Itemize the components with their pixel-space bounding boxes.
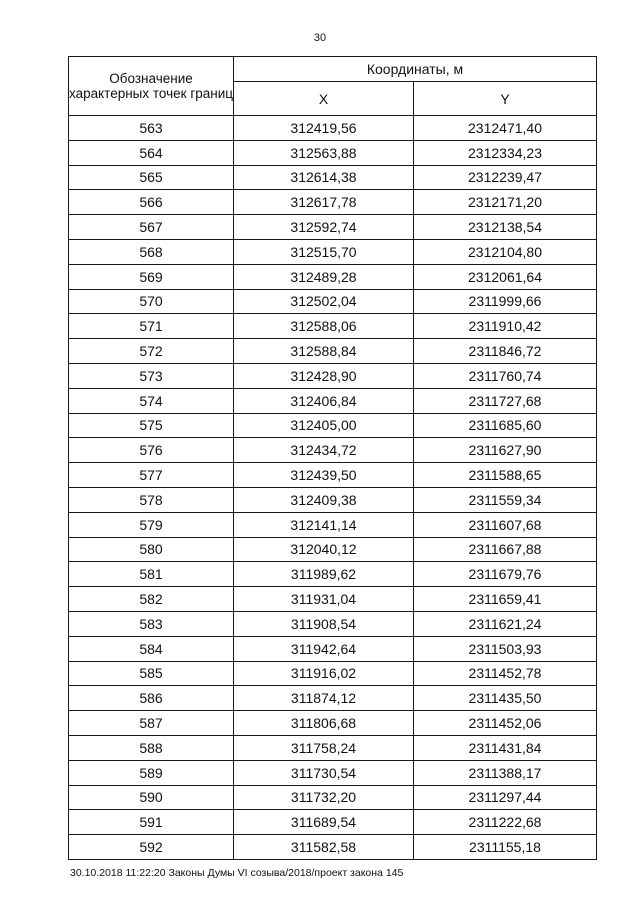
cell-point: 576 [69,438,234,463]
cell-point: 574 [69,388,234,413]
cell-x: 311582,58 [234,835,414,860]
cell-x: 312588,84 [234,339,414,364]
cell-y: 2312239,47 [414,165,597,190]
cell-point: 563 [69,116,234,141]
cell-point: 572 [69,339,234,364]
cell-point: 591 [69,810,234,835]
cell-point: 571 [69,314,234,339]
cell-y: 2311155,18 [414,835,597,860]
cell-y: 2311627,90 [414,438,597,463]
table-row [69,810,597,835]
cell-y: 2312104,80 [414,239,597,264]
cell-x: 312502,04 [234,289,414,314]
cell-x: 311806,68 [234,711,414,736]
table-row [69,711,597,736]
cell-x: 312617,78 [234,190,414,215]
table-row [69,835,597,860]
cell-x: 312563,88 [234,140,414,165]
cell-x: 311874,12 [234,686,414,711]
cell-y: 2312171,20 [414,190,597,215]
header-y: Y [414,82,597,116]
cell-x: 312419,56 [234,116,414,141]
cell-y: 2311727,68 [414,388,597,413]
cell-y: 2311452,06 [414,711,597,736]
cell-x: 312489,28 [234,264,414,289]
table-row [69,487,597,512]
cell-y: 2311659,41 [414,587,597,612]
cell-point: 588 [69,735,234,760]
table-row [69,438,597,463]
cell-y: 2311435,50 [414,686,597,711]
table-row [69,413,597,438]
cell-point: 573 [69,363,234,388]
cell-x: 312428,90 [234,363,414,388]
cell-point: 587 [69,711,234,736]
cell-point: 580 [69,537,234,562]
header-point-designation: Обозначение характерных точек границ [69,57,234,116]
table-row [69,116,597,141]
cell-x: 312405,00 [234,413,414,438]
cell-point: 581 [69,562,234,587]
table-row [69,165,597,190]
table-row [69,289,597,314]
cell-x: 311908,54 [234,611,414,636]
cell-point: 592 [69,835,234,860]
cell-x: 312592,74 [234,215,414,240]
cell-point: 577 [69,463,234,488]
cell-y: 2311999,66 [414,289,597,314]
cell-point: 582 [69,587,234,612]
cell-y: 2311452,78 [414,661,597,686]
cell-x: 311689,54 [234,810,414,835]
cell-y: 2311679,76 [414,562,597,587]
cell-y: 2312061,64 [414,264,597,289]
cell-y: 2311607,68 [414,512,597,537]
cell-x: 311732,20 [234,785,414,810]
cell-point: 569 [69,264,234,289]
cell-point: 583 [69,611,234,636]
header-coordinates: Координаты, м [234,57,597,82]
cell-y: 2311559,34 [414,487,597,512]
table-row [69,785,597,810]
table-row [69,239,597,264]
table-row [69,512,597,537]
cell-point: 565 [69,165,234,190]
cell-x: 312588,06 [234,314,414,339]
cell-point: 570 [69,289,234,314]
table-row [69,190,597,215]
cell-y: 2311910,42 [414,314,597,339]
cell-x: 312439,50 [234,463,414,488]
cell-y: 2311388,17 [414,760,597,785]
cell-x: 312434,72 [234,438,414,463]
cell-point: 575 [69,413,234,438]
cell-y: 2312471,40 [414,116,597,141]
cell-x: 312141,14 [234,512,414,537]
cell-y: 2311685,60 [414,413,597,438]
cell-point: 586 [69,686,234,711]
cell-y: 2311667,88 [414,537,597,562]
cell-x: 311989,62 [234,562,414,587]
cell-point: 589 [69,760,234,785]
table-row [69,140,597,165]
table-row [69,735,597,760]
header-x: X [234,82,414,116]
table-row [69,388,597,413]
table-row [69,537,597,562]
cell-x: 311942,64 [234,636,414,661]
table-row [69,463,597,488]
cell-x: 312614,38 [234,165,414,190]
cell-point: 585 [69,661,234,686]
cell-x: 312040,12 [234,537,414,562]
cell-point: 578 [69,487,234,512]
cell-y: 2312334,23 [414,140,597,165]
cell-y: 2312138,54 [414,215,597,240]
table-row [69,562,597,587]
page-number: 30 [313,32,327,44]
table-row [69,587,597,612]
table-row [69,760,597,785]
cell-y: 2311760,74 [414,363,597,388]
cell-y: 2311222,68 [414,810,597,835]
table-row [69,339,597,364]
cell-y: 2311297,44 [414,785,597,810]
table-row [69,686,597,711]
cell-point: 567 [69,215,234,240]
table-row [69,264,597,289]
table-row [69,363,597,388]
cell-point: 584 [69,636,234,661]
cell-y: 2311431,84 [414,735,597,760]
table-header [69,57,597,116]
table-row [69,215,597,240]
cell-x: 312515,70 [234,239,414,264]
cell-x: 311730,54 [234,760,414,785]
cell-point: 564 [69,140,234,165]
cell-x: 311758,24 [234,735,414,760]
table-row [69,611,597,636]
document-footer: 30.10.2018 11:22:20 Законы Думы VI созыва/2018/проект закона 145 [70,867,404,879]
cell-y: 2311588,65 [414,463,597,488]
table-row [69,661,597,686]
cell-y: 2311621,24 [414,611,597,636]
table-body [69,116,597,860]
cell-y: 2311503,93 [414,636,597,661]
cell-x: 311916,02 [234,661,414,686]
table-row [69,636,597,661]
cell-y: 2311846,72 [414,339,597,364]
cell-point: 579 [69,512,234,537]
table-row [69,314,597,339]
cell-x: 311931,04 [234,587,414,612]
coordinates-table [68,56,597,860]
cell-x: 312406,84 [234,388,414,413]
cell-point: 566 [69,190,234,215]
cell-point: 590 [69,785,234,810]
cell-point: 568 [69,239,234,264]
cell-x: 312409,38 [234,487,414,512]
